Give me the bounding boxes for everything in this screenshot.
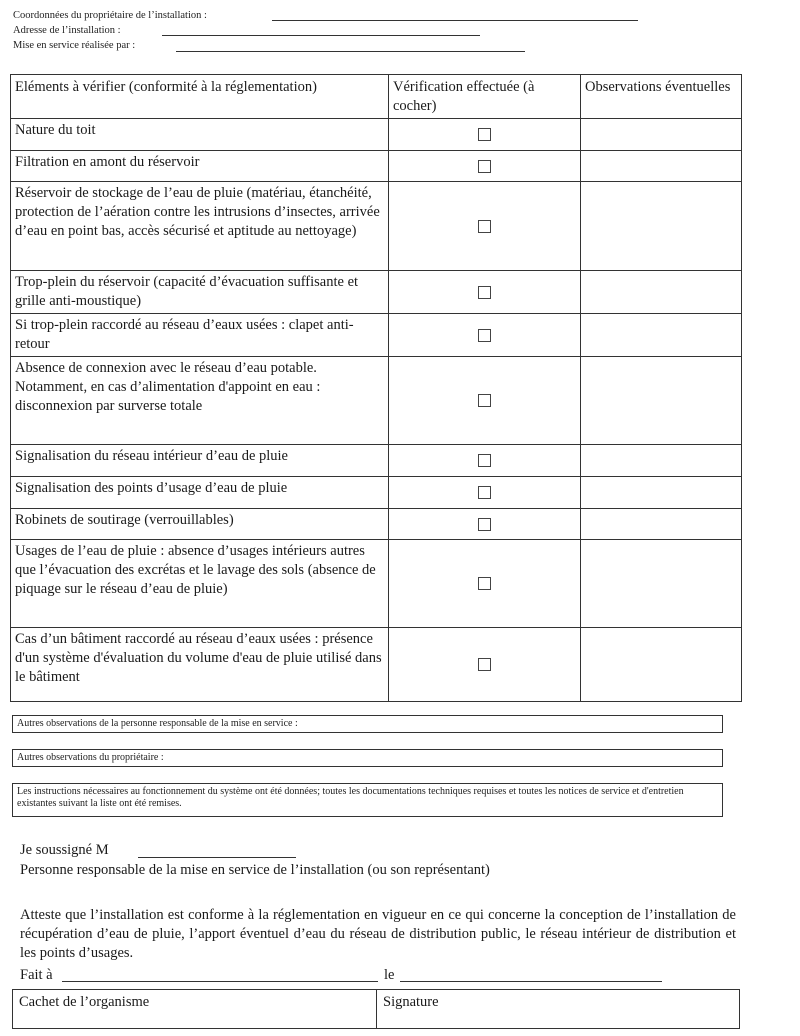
table-row xyxy=(11,628,742,702)
date-label: le xyxy=(384,967,395,983)
undersigned-name-field[interactable] xyxy=(138,857,296,858)
table-row xyxy=(11,357,742,445)
observation-cell[interactable] xyxy=(581,119,742,151)
verification-cell xyxy=(389,509,581,540)
element-cell: Réservoir de stockage de l’eau de pluie (matériau, étanchéité, protection de l’aération contre les intrusions d’insectes, arrivée d’eau en point bas, accès sécurisé et aptitude au nettoyage) xyxy=(11,182,389,271)
verification-checkbox[interactable] xyxy=(478,454,491,467)
element-cell: Usages de l’eau de pluie : absence d’usages intérieurs autres que l’évacuation des excrétas et le lavage des sols (absence de piquage sur le réseau d’eau de pluie) xyxy=(11,540,389,628)
observation-cell[interactable] xyxy=(581,151,742,182)
signatory-role: Personne responsable de la mise en service de l’installation (ou son représentant) xyxy=(20,862,490,878)
table-row xyxy=(11,151,742,182)
owner-coordinates-row xyxy=(13,10,207,21)
verification-cell xyxy=(389,540,581,628)
verification-table xyxy=(10,74,742,702)
verification-cell xyxy=(389,357,581,445)
stamp-cell[interactable] xyxy=(13,990,377,1029)
element-cell: Signalisation des points d’usage d’eau de pluie xyxy=(11,477,389,509)
column-header-elements: Eléments à vérifier (conformité à la réglementation) xyxy=(11,75,389,119)
element-cell: Filtration en amont du réservoir xyxy=(11,151,389,182)
element-text-note: Notamment, en cas d’alimentation d'appoint en eau : disconnexion par surverse totale xyxy=(15,379,321,414)
table-row xyxy=(11,271,742,314)
instructions-text: Les instructions nécessaires au fonctionnement du système ont été données; toutes les documentations techniques requises et toutes les notices de service et d'entretien existantes suivant la liste ont été remises. xyxy=(17,786,684,809)
table-row xyxy=(11,477,742,509)
table-row xyxy=(11,445,742,477)
verification-cell xyxy=(389,182,581,271)
verification-cell xyxy=(389,271,581,314)
place-label: Fait à xyxy=(20,967,53,983)
table-row xyxy=(11,182,742,271)
commissioned-by-field[interactable] xyxy=(176,51,525,52)
instructions-box xyxy=(12,783,723,817)
place-field[interactable] xyxy=(62,981,378,982)
installation-address-field[interactable] xyxy=(162,35,480,36)
verification-checkbox[interactable] xyxy=(478,518,491,531)
undersigned-row xyxy=(20,841,109,859)
observation-cell[interactable] xyxy=(581,540,742,628)
table-header-row xyxy=(11,75,742,119)
column-header-observations: Observations éventuelles xyxy=(581,75,742,119)
observation-cell[interactable] xyxy=(581,182,742,271)
element-cell: Robinets de soutirage (verrouillables) xyxy=(11,509,389,540)
element-cell: Signalisation du réseau intérieur d’eau de pluie xyxy=(11,445,389,477)
element-cell: Si trop-plein raccordé au réseau d’eaux usées : clapet anti-retour xyxy=(11,314,389,357)
undersigned-label: Je soussigné M xyxy=(20,842,109,858)
installation-address-row xyxy=(13,25,121,36)
signature-label: Signature xyxy=(383,994,439,1010)
observation-cell[interactable] xyxy=(581,357,742,445)
verification-checkbox[interactable] xyxy=(478,577,491,590)
table-row xyxy=(11,119,742,151)
element-cell xyxy=(11,357,389,445)
owner-coordinates-field[interactable] xyxy=(272,20,638,21)
stamp-label: Cachet de l’organisme xyxy=(19,994,150,1010)
element-text: Absence de connexion avec le réseau d’eau potable. xyxy=(15,360,317,376)
observation-cell[interactable] xyxy=(581,271,742,314)
observation-cell[interactable] xyxy=(581,477,742,509)
owner-observations-box[interactable] xyxy=(12,749,723,767)
installation-address-label: Adresse de l’installation : xyxy=(13,25,121,36)
commissioned-by-row xyxy=(13,40,135,51)
element-cell: Nature du toit xyxy=(11,119,389,151)
verification-cell xyxy=(389,628,581,702)
observation-cell[interactable] xyxy=(581,445,742,477)
attestation-text: Atteste que l’installation est conforme à la réglementation en vigueur en ce qui concerne la conception de l’installation de récupération d’eau de pluie, l’apport éventuel d’eau du réseau de distribution public, le réseau intérieur de distribution et les points d’usages. xyxy=(20,907,736,961)
observation-cell[interactable] xyxy=(581,628,742,702)
column-header-verification: Vérification effectuée (à cocher) xyxy=(389,75,581,119)
verification-cell xyxy=(389,119,581,151)
owner-coordinates-label: Coordonnées du propriétaire de l’installation : xyxy=(13,10,207,21)
verification-cell xyxy=(389,151,581,182)
verification-cell xyxy=(389,314,581,357)
commissioned-by-label: Mise en service réalisée par : xyxy=(13,40,136,51)
table-row xyxy=(11,314,742,357)
signature-cell[interactable] xyxy=(377,990,740,1029)
observation-cell[interactable] xyxy=(581,314,742,357)
verification-checkbox[interactable] xyxy=(478,486,491,499)
table-row xyxy=(11,509,742,540)
verification-checkbox[interactable] xyxy=(478,286,491,299)
verification-checkbox[interactable] xyxy=(478,128,491,141)
verification-checkbox[interactable] xyxy=(478,329,491,342)
verification-checkbox[interactable] xyxy=(478,658,491,671)
verification-cell xyxy=(389,445,581,477)
verification-checkbox[interactable] xyxy=(478,220,491,233)
observation-cell[interactable] xyxy=(581,509,742,540)
verification-checkbox[interactable] xyxy=(478,394,491,407)
date-field[interactable] xyxy=(400,981,662,982)
verification-cell xyxy=(389,477,581,509)
element-cell: Cas d’un bâtiment raccordé au réseau d’eaux usées : présence d'un système d'évaluation du volume d'eau de pluie utilisé dans le bâtiment xyxy=(11,628,389,702)
owner-observations-label: Autres observations du propriétaire : xyxy=(17,752,164,763)
table-row xyxy=(11,540,742,628)
verification-checkbox[interactable] xyxy=(478,160,491,173)
element-cell: Trop-plein du réservoir (capacité d’évacuation suffisante et grille anti-moustique) xyxy=(11,271,389,314)
stamp-signature-table xyxy=(12,989,740,1029)
responsible-observations-box[interactable] xyxy=(12,715,723,733)
responsible-observations-label: Autres observations de la personne responsable de la mise en service : xyxy=(17,718,298,729)
